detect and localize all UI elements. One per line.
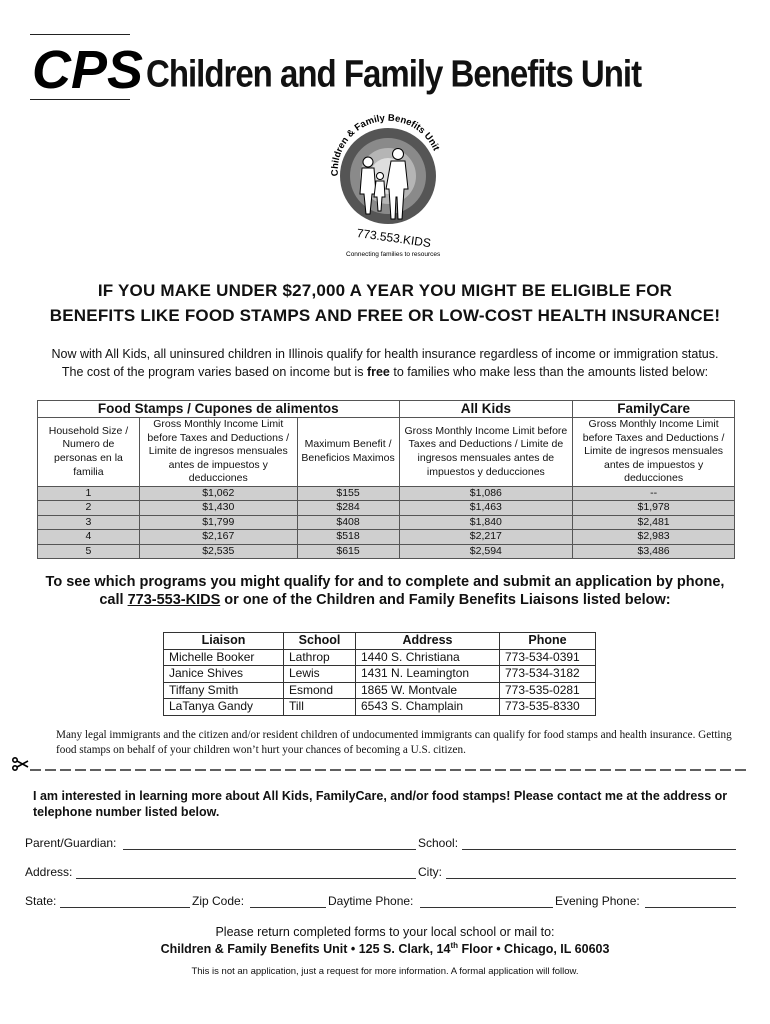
table-row [38,486,735,500]
qualify-line-2-pre: call [99,592,128,608]
intro-line-2-pre: The cost of the program varies based on income but is [61,365,367,379]
table-group-header-row [38,401,735,418]
qualify-paragraph [0,573,770,609]
school-cell: Till [284,699,356,716]
school-cell: Esmond [284,682,356,699]
address-field[interactable] [76,878,416,879]
table-row [164,649,596,666]
allkids-income-cell: $1,086 [399,486,573,500]
table-row [38,530,735,544]
familycare-income-cell: $2,481 [573,515,735,529]
phone-cell: 773-534-0391 [500,649,596,666]
table-row [164,699,596,716]
household-size-cell: 3 [38,515,140,529]
household-size-cell: 5 [38,544,140,558]
school-cell: Lewis [284,666,356,683]
fs-income-cell: $1,062 [139,486,297,500]
qualify-line-1: To see which programs you might qualify for and to complete and submit an application by phone, [45,574,725,590]
scissors-icon [13,758,28,770]
parent-guardian-field[interactable] [123,849,416,850]
col-household-size: Household Size / Numero de personas en la familia [38,418,140,487]
table-row [38,515,735,529]
phone-col-header: Phone [500,633,596,650]
address-col-header: Address [356,633,500,650]
familycare-income-cell: $2,983 [573,530,735,544]
liaison-name-cell: Michelle Booker [164,649,284,666]
intro-line-2-post: to families who make less than the amounts listed below: [389,365,709,379]
daytime-phone-label: Daytime Phone: [328,894,414,908]
mailing-address-post: Floor • Chicago, IL 60603 [458,942,610,957]
return-instructions: Please return completed forms to your local school or mail to: [215,925,555,939]
interest-statement: I am interested in learning more about All Kids, FamilyCare, and/or food stamps! Please contact me at the address or telephone number listed below. [33,789,728,819]
address-cell: 1431 N. Leamington [356,666,500,683]
phone-cell: 773-535-0281 [500,682,596,699]
fs-income-cell: $2,167 [139,530,297,544]
allkids-income-cell: $1,463 [399,501,573,515]
col-max-benefit: Maximum Benefit / Beneficios Maximos [297,418,399,487]
max-benefit-cell: $155 [297,486,399,500]
school-cell: Lathrop [284,649,356,666]
logo-text: CPS [32,40,144,100]
table-row [164,682,596,699]
headline-line-2: BENEFITS LIKE FOOD STAMPS AND FREE OR LOW-COST HEALTH INSURANCE! [49,306,721,325]
familycare-income-cell: $1,978 [573,501,735,515]
allkids-income-cell: $2,594 [399,544,573,558]
col-familycare-income-limit: Gross Monthly Income Limit before Taxes and Deductions / Limite de ingresos mensuales antes de impuestos y deducciones [573,418,735,487]
liaison-name-cell: Tiffany Smith [164,682,284,699]
table-row [38,544,735,558]
table-row [38,501,735,515]
group-all-kids: All Kids [399,401,573,418]
allkids-income-cell: $1,840 [399,515,573,529]
income-limits-table [37,400,735,559]
address-cell: 1440 S. Christiana [356,649,500,666]
fs-income-cell: $1,799 [139,515,297,529]
parent-guardian-label: Parent/Guardian: [25,836,117,850]
city-label: City: [418,865,442,879]
school-label: School: [418,836,459,850]
seal-tagline: Connecting families to resources [346,251,441,258]
page-title: Children and Family Benefits Unit [146,52,642,95]
zip-code-field[interactable] [250,907,326,908]
seal-ring-text: Children & Family Benefits Unit [329,112,442,177]
max-benefit-cell: $408 [297,515,399,529]
max-benefit-cell: $284 [297,501,399,515]
allkids-income-cell: $2,217 [399,530,573,544]
liaison-name-cell: Janice Shives [164,666,284,683]
fs-income-cell: $2,535 [139,544,297,558]
table-column-header-row [38,418,735,487]
cut-line [12,755,748,773]
liaison-header-row [164,633,596,650]
intro-free-word: free [366,365,390,379]
qualify-line-2 [0,591,770,609]
mailing-address-pre: Children & Family Benefits Unit • 125 S. Clark, 14 [160,942,451,957]
zip-code-label: Zip Code: [192,894,245,908]
address-cell: 1865 W. Montvale [356,682,500,699]
max-benefit-cell: $615 [297,544,399,558]
household-size-cell: 2 [38,501,140,515]
col-fs-income-limit: Gross Monthly Income Limit before Taxes and Deductions / Limite de ingresos mensuales antes de impuestos y deducciones [139,418,297,487]
state-label: State: [25,894,57,908]
benefits-seal-logo [316,96,456,260]
group-familycare: FamilyCare [573,401,735,418]
school-field[interactable] [462,849,736,850]
liaison-table [163,632,596,716]
familycare-income-cell: -- [573,486,735,500]
liaison-col-header: Liaison [164,633,284,650]
immigration-note: Many legal immigrants and the citizen and/or resident children of undocumented immigrants can qualify for food stamps and health insurance. Getting food stamps on behalf of your children won’t hurt your chances of becoming a U.S. citizen. [56,729,732,756]
disclaimer: This is not an application, just a request for more information. A formal application will follow. [191,966,579,977]
fs-income-cell: $1,430 [139,501,297,515]
liaison-name-cell: LaTanya Gandy [164,699,284,716]
address-cell: 6543 S. Champlain [356,699,500,716]
evening-phone-field[interactable] [645,907,736,908]
phone-cell: 773-535-8330 [500,699,596,716]
school-col-header: School [284,633,356,650]
seal-phone: 773.553.KIDS [355,225,432,251]
max-benefit-cell: $518 [297,530,399,544]
daytime-phone-field[interactable] [420,907,553,908]
address-label: Address: [25,865,73,879]
household-size-cell: 1 [38,486,140,500]
col-allkids-income-limit: Gross Monthly Income Limit before Taxes and Deductions / Limite de ingresos mensuales antes de impuestos y deducciones [399,418,573,487]
cps-logo [30,34,144,100]
floor-ordinal: th [450,941,459,950]
city-field[interactable] [446,878,736,879]
kids-phone-link[interactable]: 773-553-KIDS [127,592,221,608]
group-food-stamps: Food Stamps / Cupones de alimentos [38,401,400,418]
headline-line-1: IF YOU MAKE UNDER $27,000 A YEAR YOU MIGHT BE ELIGIBLE FOR [97,281,673,300]
familycare-income-cell: $3,486 [573,544,735,558]
phone-cell: 773-534-3182 [500,666,596,683]
household-size-cell: 4 [38,530,140,544]
table-row [164,666,596,683]
state-field[interactable] [60,907,190,908]
evening-phone-label: Evening Phone: [555,894,640,908]
intro-line-2 [0,365,770,379]
qualify-line-2-post: or one of the Children and Family Benefits Liaisons listed below: [220,592,671,608]
mailing-address [0,941,770,956]
intro-line-1: Now with All Kids, all uninsured children in Illinois qualify for health insurance regardless of income or immigration status. [51,347,719,361]
